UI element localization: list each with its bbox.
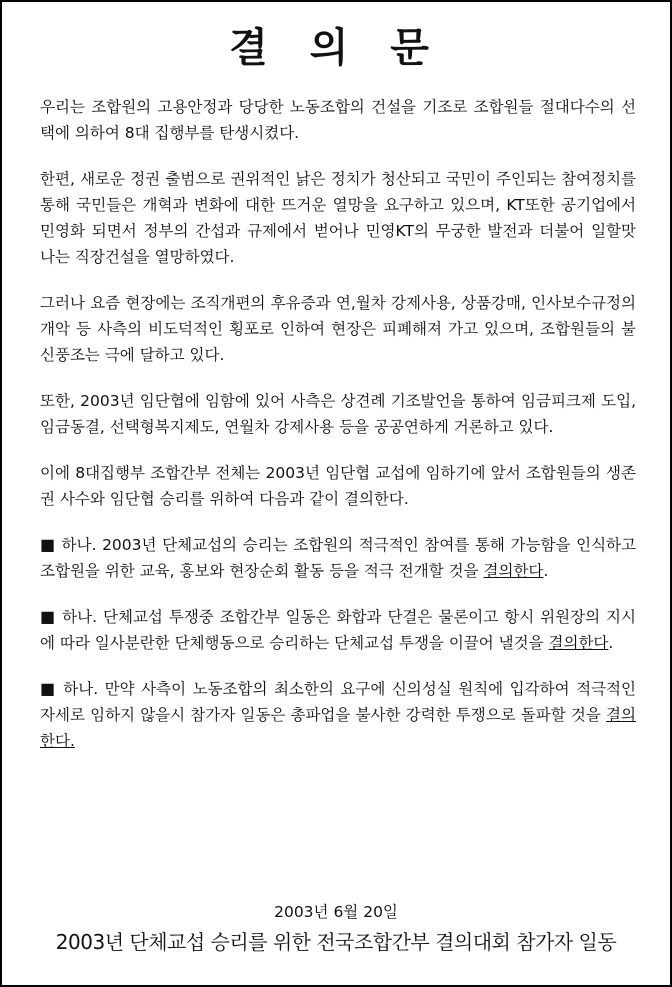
- paragraph-3: 그러나 요즘 현장에는 조직개편의 후유증과 연,월차 강제사용, 상품강매, 인사보수규정의 개악 등 사측의 비도덕적인 횡포로 인하여 현장은 피폐해져 가고 있으며, 조합원들의 불신풍조는 극에 달하고 있다.: [40, 294, 636, 364]
- resolution-text: 하나. 단체교섭 투쟁중 조합간부 일동은 화합과 단결은 물론이고 항시 위원장의 지시에 따라 일사분란한 단체행동으로 승리하는 단체교섭 투쟁을 이끌어 낼것을: [40, 608, 636, 652]
- resolution-underlined: 결의한다.: [40, 706, 636, 750]
- resolution-item-1: [40, 532, 636, 584]
- resolution-text: 하나. 만약 사측이 노동조합의 최소한의 요구에 신의성실 원칙에 입각하여 적극적인 자세로 임하지 않을시 참가자 일동은 총파업을 불사한 강력한 투쟁으로 돌파할 것을: [40, 680, 636, 724]
- document-body: [40, 94, 636, 774]
- paragraph-5: 이에 8대집행부 조합간부 전체는 2003년 임단협 교섭에 임하기에 앞서 조합원들의 생존권 사수와 임단협 승리를 위하여 다음과 같이 결의한다.: [40, 464, 636, 508]
- square-bullet-icon: ■: [40, 607, 57, 626]
- document-title: 결 의 문: [229, 25, 443, 71]
- resolution-underlined: 결의한다: [483, 562, 544, 580]
- resolution-end: .: [608, 634, 614, 652]
- document-date: 2003년 6월 20일: [274, 903, 398, 921]
- paragraph-1: 우리는 조합원의 고용안정과 당당한 노동조합의 건설을 기조로 조합원들 절대다수의 선택에 의하여 8대 집행부를 탄생시켰다.: [40, 98, 636, 142]
- document-signature: 2003년 단체교섭 승리를 위한 전국조합간부 결의대회 참가자 일동: [55, 930, 617, 954]
- resolution-underlined: 결의한다: [548, 634, 609, 652]
- resolution-text: 하나. 2003년 단체교섭의 승리는 조합원의 적극적인 참여를 통해 가능함을 인식하고 조합원을 위한 교육, 홍보와 현장순회 활동 등을 적극 전개할 것을: [40, 536, 636, 580]
- resolution-end: .: [543, 562, 549, 580]
- resolution-item-3: [40, 676, 636, 754]
- paragraph-4: 또한, 2003년 임단협에 임함에 있어 사측은 상견례 기조발언을 통하여 임금피크제 도입, 임금동결, 선택형복지제도, 연월차 강제사용 등을 공공연하게 거론하고 있다.: [40, 392, 636, 436]
- paragraph-2: 한편, 새로운 정권 출범으로 권위적인 낡은 정치가 청산되고 국민이 주인되는 참여정치를 통해 국민들은 개혁과 변화에 대한 뜨거운 열망을 요구하고 있으며, KT또한 공기업에서 민영화 되면서 정부의 간섭과 규제에서 벋어나 민영KT의 무궁한 발전과 더불어 일할맛 나는 직장건설을 열망하였다.: [40, 170, 636, 266]
- resolution-item-2: [40, 604, 636, 656]
- square-bullet-icon: ■: [40, 679, 57, 698]
- square-bullet-icon: ■: [40, 535, 56, 554]
